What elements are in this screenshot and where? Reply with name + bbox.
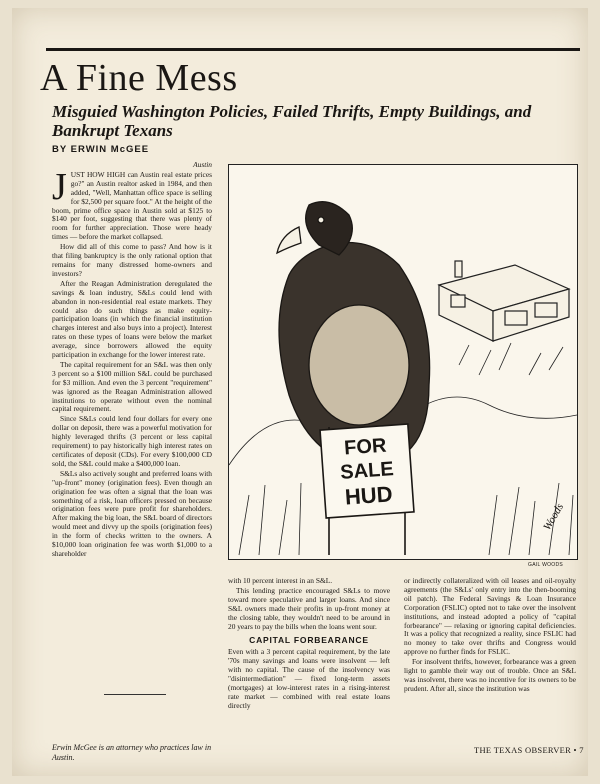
byline: BY ERWIN McGEE	[52, 144, 150, 155]
author-bio: Erwin McGee is an attorney who practices law in Austin.	[52, 743, 212, 762]
paragraph: Since S&Ls could lend four dollars for every one dollar on deposit, there was a powerful motivation for highly leveraged thrifts (3 percent or less capital requirement) to pay historically high interest rates on certificates of deposit (CDs). For every $100,000 CD sold, the S&L could make a $400,000 loan.	[52, 414, 212, 468]
column-1	[52, 161, 212, 560]
paragraph: The capital requirement for an S&L was then only 3 percent so a $100 million S&L could be purchased for $3 million. And even the 3 percent "requirement" was ignored as the Reagan Administration allowed institutions to operate without even the nominal capital requirement.	[52, 359, 212, 414]
cartoon-illustration	[228, 164, 578, 560]
paragraph: or indirectly collateralized with oil leases and oil-royalty agreements (the S&Ls' only entry into the then-booming oil patch). The Federal Savings & Loan Insurance Corporation (FSLIC) opted not to take over the insolvent institutions, and instead adopted a policy of "capital forbearance" — relaxing or ignoring capital deficiencies. It was a policy that recognized a reality, since FSLIC had no money to take over thrifts and Congress would approve no further finds for FSLIC.	[404, 576, 576, 657]
article-subtitle: Misguied Washington Policies, Failed Thrifts, Empty Buildings, and Bankrupt Texans	[52, 102, 532, 140]
dateline: Austin	[193, 160, 212, 169]
paragraph: How did all of this come to pass? And how is it that filing bankruptcy is the only rational option that remains for many distressed home-owners and investors?	[52, 242, 212, 278]
article-title: A Fine Mess	[40, 57, 238, 99]
paragraph: After the Reagan Administration deregulated the savings & loan industry, S&Ls could lend with abandon in non-residential real estate markets. They could also do such things as make equity-participation loans (in which the financial institution charges interest and also buys into a project). Interest rates on these types of loans were below the market average, since borrowers allowed the equity participation in exchange for the lower interest rate.	[52, 278, 212, 360]
sign-line-1: FOR	[343, 434, 388, 460]
sign-line-3: HUD	[344, 481, 394, 510]
section-heading: CAPITAL FORBEARANCE	[249, 635, 369, 646]
paragraph: This lending practice encouraged S&Ls to move toward more speculative and larger loans. And since S&L owners made their profits in up-front money at the closing table, they wouldn't need to be around in 20 years to pay the bills when the loans went sour.	[228, 585, 390, 631]
illustration-credit: GAIL WOODS	[528, 562, 564, 568]
paragraph: For insolvent thrifts, however, forbearance was a green light to gamble their way out of trouble. Once an S&L was insolvent, there was no incentive for its owners to be prudent. After all, since the institution was	[404, 657, 576, 693]
artist-signature: Woods	[541, 501, 567, 533]
column-2	[228, 577, 390, 712]
page-folio: THE TEXAS OBSERVER • 7	[474, 745, 584, 755]
bio-divider	[104, 694, 166, 695]
paragraph: Even with a 3 percent capital requirement, by the late '70s many savings and loans were insolvent — left with no capital. The cause of the insolvency was "disintermediation" — fixed long-term assets (mortgages) at low-interest rates in a rising-interest rate market — combined with real estate loans directly	[228, 647, 390, 710]
vulture-cartoon	[229, 165, 577, 559]
magazine-page	[12, 8, 588, 776]
paragraph: S&Ls also actively sought and preferred loans with "up-front" money (origination fees). Even though an origination fee was often a signal that the loan was something of a risk, loan officers pressed on because origination fees were pure profit for shareholders. After making the big loan, the S&L board of directors would meet and divvy up the spoils (origination fees) in the form of checks written to the owners. A $10,000 loan origination fee was worth $1,000 to a shareholder	[52, 468, 212, 558]
sign-line-2: SALE	[339, 458, 395, 484]
house-drawing	[439, 261, 569, 341]
column-3	[404, 577, 576, 695]
top-rule	[46, 48, 580, 51]
paragraph: UST HOW HIGH can Austin real estate prices go?" an Austin realtor asked in 1984, and then added, "Well, Manhattan office space is selling for $2,500 per square foot." At the height of the boom, prime office space in Austin sold at $125 to $140 per foot, suggesting that there was plenty of room for further appreciation. Those were heady times — before the market collapsed.	[52, 169, 212, 242]
paragraph: with 10 percent interest in an S&L.	[228, 576, 333, 585]
drop-cap: J	[52, 165, 67, 208]
